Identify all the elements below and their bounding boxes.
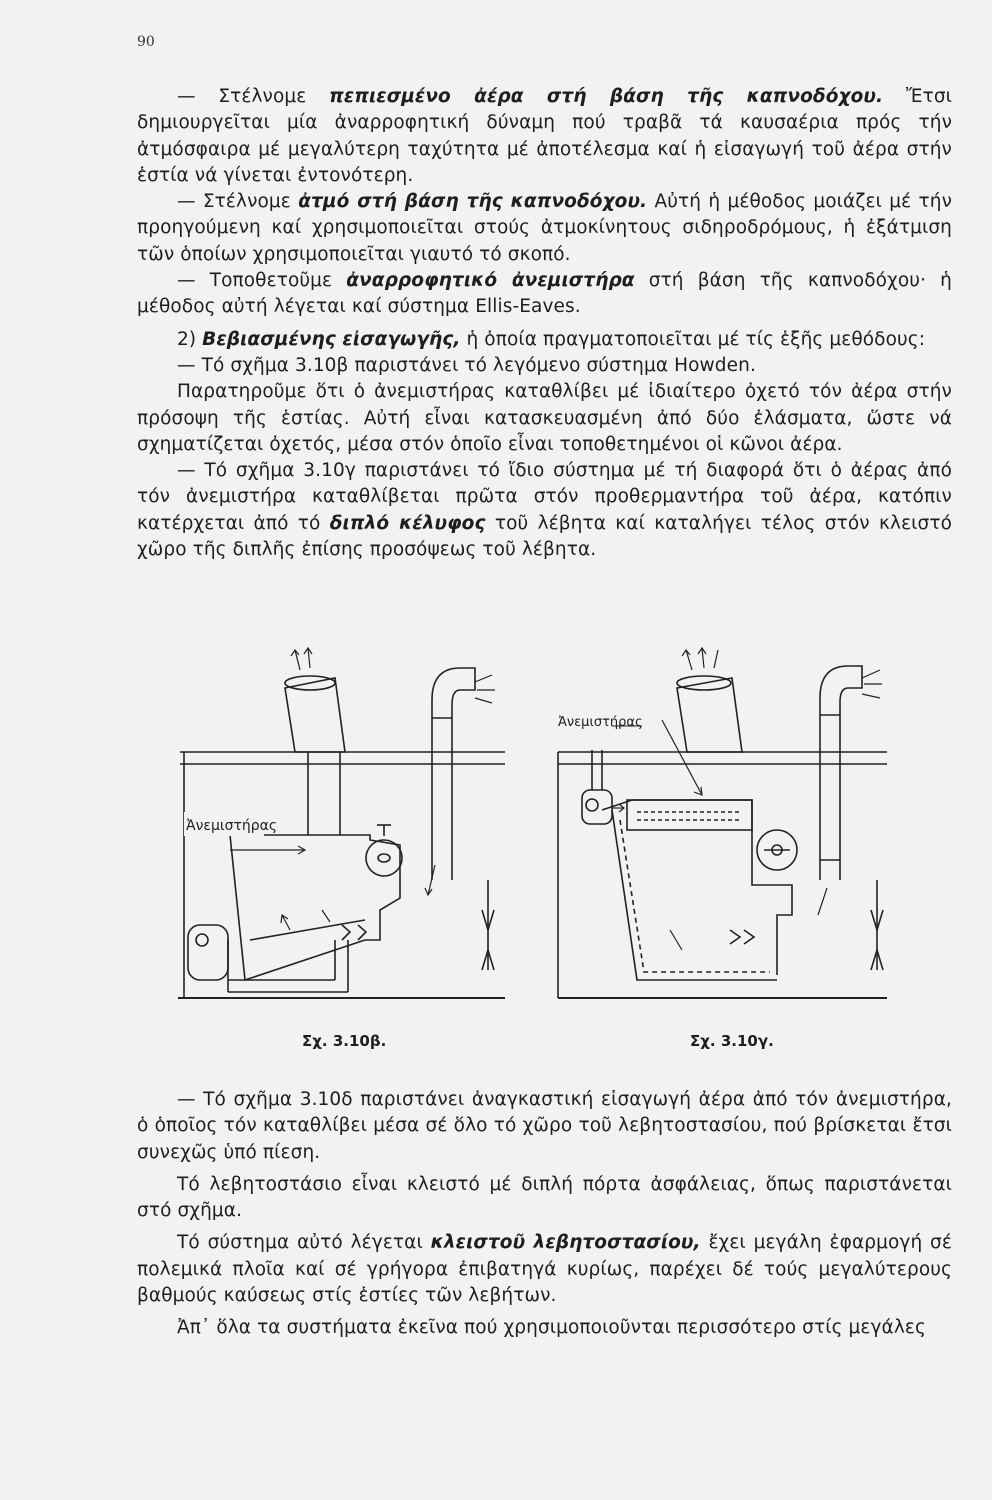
boiler-casing [602, 800, 792, 975]
paragraph-steam: — Στέλνομε ἀτμό στή βάση τῆς καπνοδόχου. Αὐτή ἡ μέθοδος μοιάζει μέ τήν προηγούμενη καί χρησιμοποιεῖται στούς ἀτμοκίνητους σιδηροδρόμους, ἡ ἐξάτμιση τῶν ὁποίων χρησιμοποιεῖται γιαυτό τό σκοπό. [137, 191, 952, 265]
top-text-block [137, 84, 952, 563]
fan-drum [366, 840, 402, 876]
paragraph-compressed-air: — Στέλνομε πεπιεσμένο ἀέρα στή βάση τῆς καπνοδόχου. Ἔτσι δημιουργεῖται μία ἀναρροφητική δύναμη πού τραβᾶ τά καυσαέρια πρός τήν ἀτμόσφαιρα μέ μεγαλύτερη ταχύτητα μέ ἀποτέλεσμα καί ἡ εἰσαγωγή τοῦ ἀέρα στήν ἑστία νά γίνεται ἐντονότερη. [137, 86, 953, 186]
paragraph-figure-3-10d: — Τό σχῆμα 3.10δ παριστάνει ἀναγκαστική εἰσαγωγή ἀέρα ἀπό τόν ἀνεμιστήρα, ὁ ὁποῖος τόν καταθλίβει μέσα σέ ὅλο τό χῶρο τοῦ λεβητοστασίου, πού βρίσκεται ἔτσι συνεχῶς ὑπό πίεση. [137, 1089, 952, 1163]
fan-label-g: Ἀνεμιστήρας [558, 715, 643, 730]
figure-3-10b [170, 640, 510, 1020]
fan-label-b: Ἀνεμιστήρας [186, 818, 278, 834]
paragraph-observation: Παρατηροῦμε ὅτι ὁ ἀνεμιστήρας καταθλίβει μέ ἰδιαίτερο ὀχετό τόν ἀέρα στήν πρόσοψη τῆς ἑστίας. Αὐτή εἶναι κατασκευασμένη ἀπό δύο ἐλάσματα, ὥστε νά σχηματίζεται ὀχετός, μέσα στόν ὁποῖο εἶναι τοποθετημένοι οἱ κῶνοι ἀέρα. [137, 381, 952, 455]
caption-3-10g: Σχ. 3.10γ. [690, 1032, 774, 1050]
paragraph-systems: Ἀπ᾽ ὅλα τα συστήματα ἐκεῖνα πού χρησιμοποιοῦνται περισσότερο στίς μεγάλες [177, 1317, 926, 1339]
ventilator-cowl [432, 668, 475, 752]
caption-3-10b: Σχ. 3.10β. [302, 1032, 387, 1050]
paragraph-closed-stokehold: Τό σύστημα αὐτό λέγεται κλειστοῦ λεβητοστασίου, ἔχει μεγάλη ἐφαρμογή σέ πολεμικά πλοῖα καί σέ γρήγορα ἐπιβατηγά κυρίως, παρέχει δέ τούς μεγαλύτερους βαθμούς καύσεως στίς ἑστίες τῶν λεβήτων. [137, 1232, 952, 1307]
blower-housing [188, 925, 228, 980]
air-preheater [627, 800, 752, 830]
paragraph-figure-3-10g: — Τό σχῆμα 3.10γ παριστάνει τό ἴδιο σύστημα μέ τή διαφορά ὅτι ὁ ἀέρας ἀπό τόν ἀνεμιστήρα καταθλίβεται πρῶτα στόν προθερμαντήρα τοῦ ἀέρα, κατόπιν κατέρχεται ἀπό τό διπλό κέλυφος τοῦ λέβητα καί καταλήγει τέλος στόν κλειστό χῶρο τῆς διπλῆς ἐπίσης προσόψεως τοῦ λέβητα. [137, 460, 953, 561]
page-number: 90 [137, 34, 155, 50]
figure-3-10g [552, 640, 892, 1020]
bottom-text-block [137, 1087, 952, 1342]
paragraph-suction-fan: — Τοποθετοῦμε ἀναρροφητικό ἀνεμιστήρα στή βάση τῆς καπνοδόχου· ἡ μέθοδος αὐτή λέγεται καί σύστημα Ellis-Eaves. [137, 270, 952, 318]
paragraph-howden: — Τό σχῆμα 3.10β παριστάνει τό λεγόμενο σύστημα Howden. [177, 354, 756, 376]
boiler-casing [230, 835, 400, 940]
paragraph-double-door: Τό λεβητοστάσιο εἶναι κλειστό μέ διπλή πόρτα ἀσφάλειας, ὅπως παριστάνεται στό σχῆμα. [137, 1173, 952, 1222]
ventilator-cowl [820, 666, 862, 752]
paragraph-forced-intake: 2) Βεβιασμένης εἰσαγωγῆς, ἡ ὁποία πραγματοποιεῖται μέ τίς ἑξῆς μεθόδους: [177, 328, 926, 350]
